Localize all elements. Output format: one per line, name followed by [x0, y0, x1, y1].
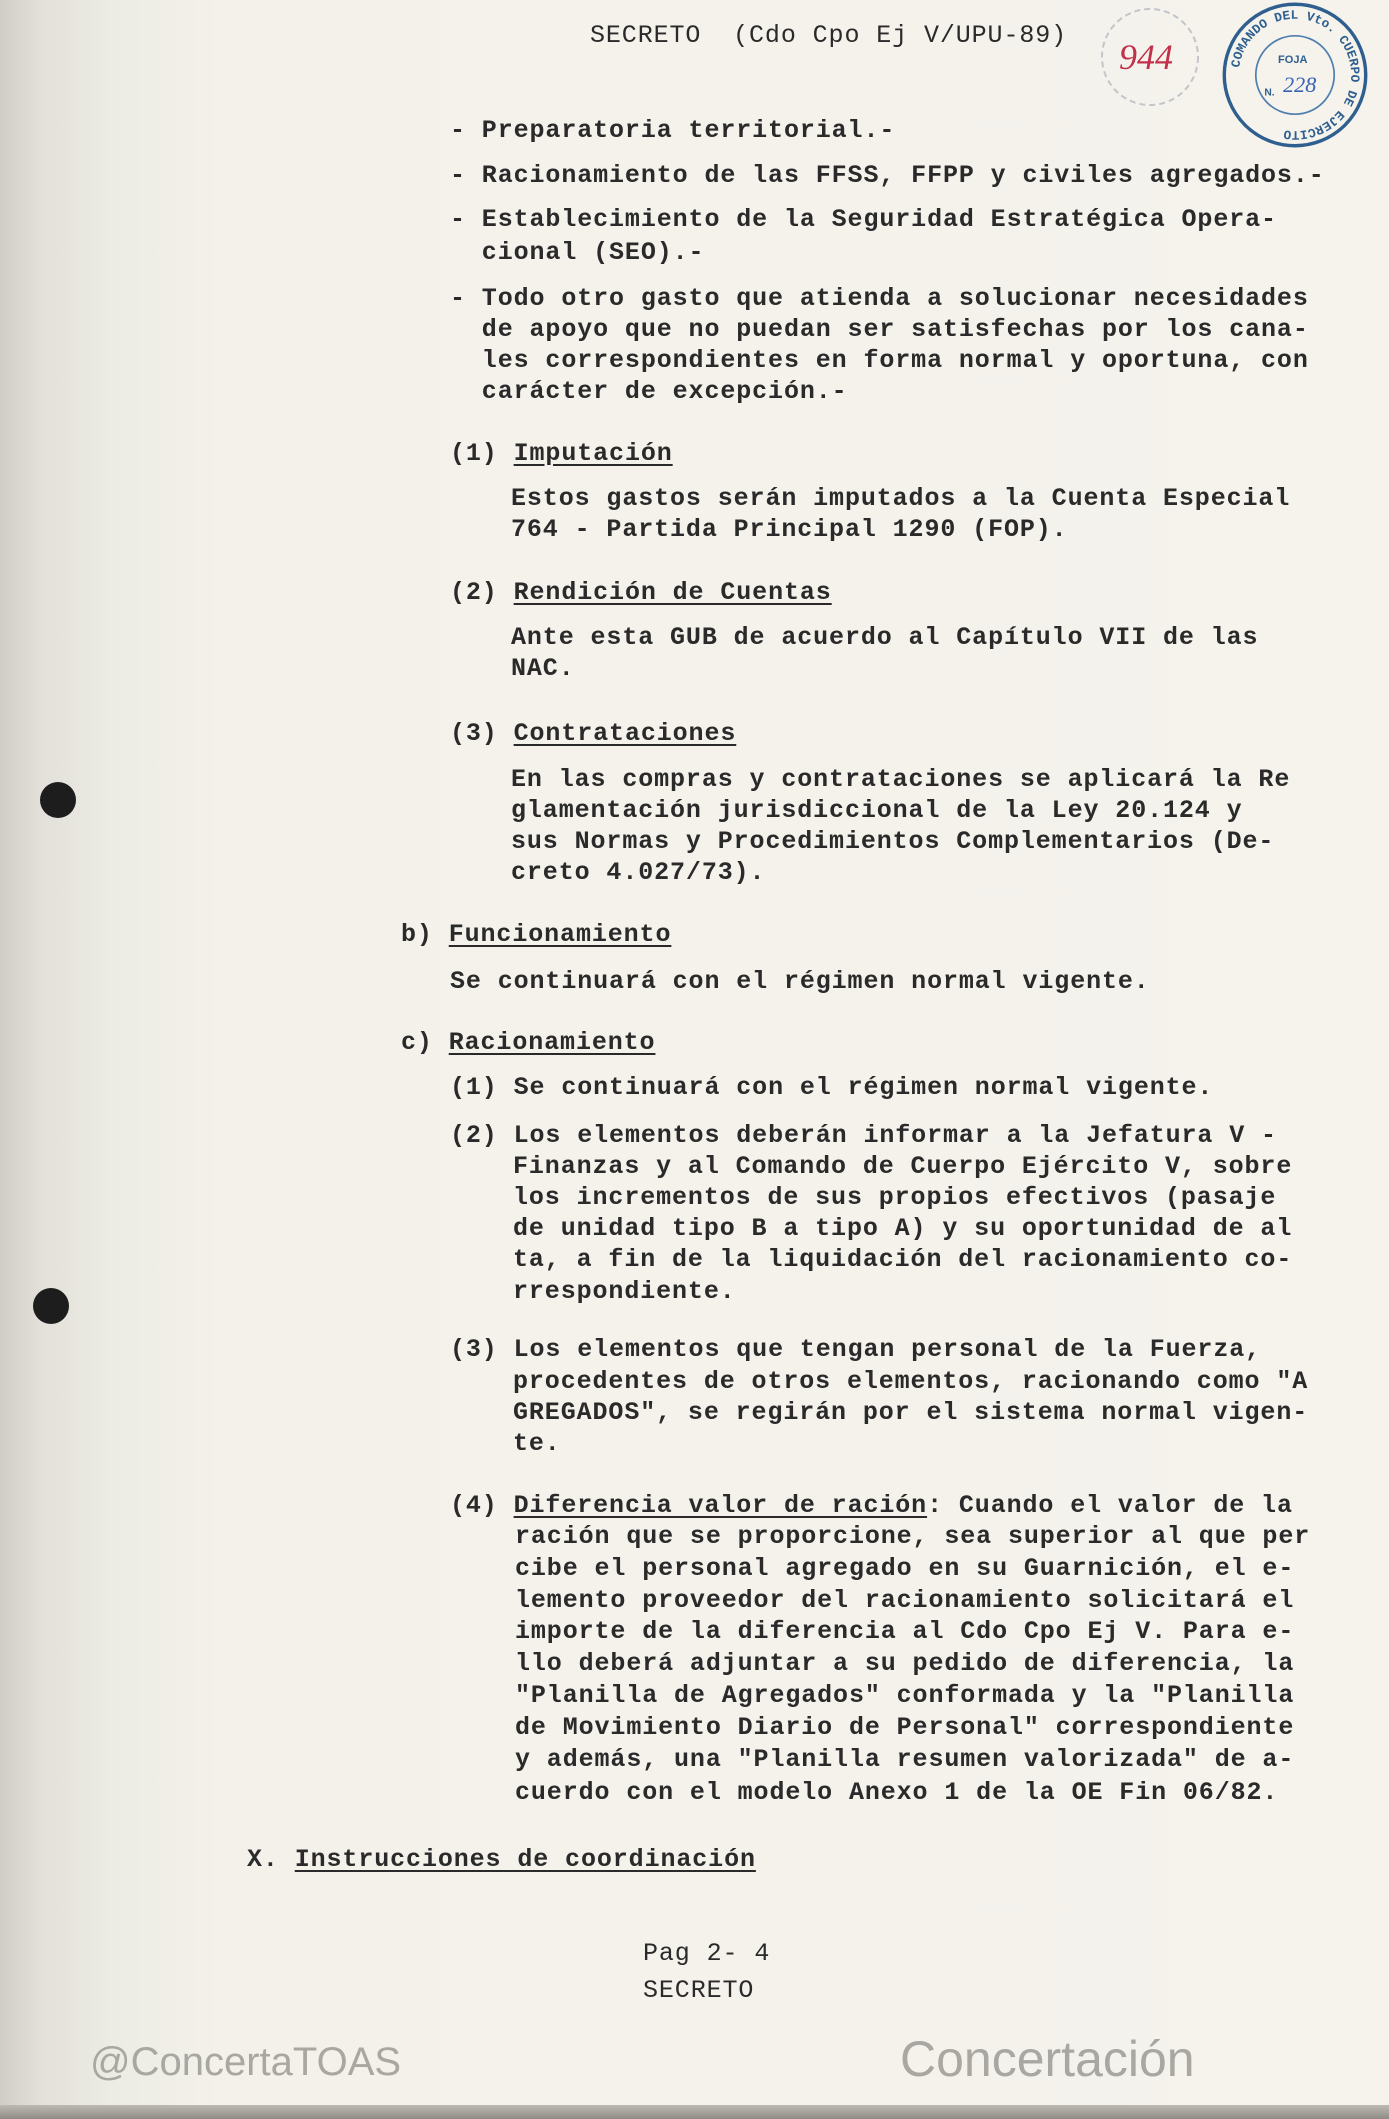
paragraph-line: Ante esta GUB de acuerdo al Capítulo VII de las	[511, 623, 1259, 652]
paragraph-line: sus Normas y Procedimientos Complementarios (De-	[511, 827, 1275, 856]
paragraph-line: procedentes de otros elementos, racionando como "A	[513, 1367, 1309, 1396]
subsection-title: Contrataciones	[513, 719, 737, 748]
paragraph-line: rrespondiente.	[513, 1277, 736, 1306]
page-edge	[0, 2105, 1389, 2119]
paragraph-line: de Movimiento Diario de Personal" correspondiente	[515, 1713, 1295, 1742]
subsection-contrataciones: (3) Contrataciones	[450, 719, 737, 748]
paragraph-line: de unidad tipo B a tipo A) y su oportunidad de al	[513, 1214, 1293, 1243]
svg-text:COMANDO DEL Vto. CUERPO DE EJE: COMANDO DEL Vto. CUERPO DE EJERCITO	[1228, 7, 1363, 143]
paragraph-line: creto 4.027/73).	[511, 858, 766, 887]
bullet-line: les correspondientes en forma normal y oportuna, con	[450, 346, 1309, 375]
page-number: Pag 2- 4	[643, 1939, 771, 1968]
paragraph-line: Estos gastos serán imputados a la Cuenta Especial	[511, 484, 1291, 513]
bullet-line: - Establecimiento de la Seguridad Estratégica Opera-	[450, 205, 1277, 234]
paragraph-line: y además, una "Planilla resumen valorizada" de a-	[515, 1745, 1295, 1774]
paragraph-line: ta, a fin de la liquidación del racionamiento co-	[513, 1245, 1293, 1274]
section-c-heading: c) Racionamiento	[401, 1028, 656, 1057]
watermark-handle: @ConcertaTOAS	[90, 2040, 402, 2084]
paragraph-line: te.	[513, 1429, 561, 1458]
red-folio-stamp	[1095, 2, 1205, 112]
paragraph-line: glamentación jurisdiccional de la Ley 20.124 y	[511, 796, 1243, 825]
red-folio-number: 944	[1119, 37, 1173, 77]
army-corps-seal	[1220, 0, 1370, 150]
list-item: (2) Los elementos deberán informar a la Jefatura V -	[450, 1121, 1277, 1150]
paragraph-line: Finanzas y al Comando de Cuerpo Ejército V, sobre	[513, 1152, 1293, 1181]
paragraph-line: llo deberá adjuntar a su pedido de diferencia, la	[515, 1649, 1295, 1678]
subsection-imputacion: (1) Imputación	[450, 439, 673, 468]
paragraph-line: importe de la diferencia al Cdo Cpo Ej V. Para e-	[515, 1617, 1295, 1646]
watermark-logo: Concertación	[900, 2031, 1195, 2087]
subsection-title: Imputación	[513, 439, 673, 468]
bullet-line: de apoyo que no puedan ser satisfechas por los cana-	[450, 315, 1309, 344]
subsection-rendicion: (2) Rendición de Cuentas	[450, 578, 832, 607]
section-b-heading: b) Funcionamiento	[401, 920, 672, 949]
paragraph-line: los incrementos de sus propios efectivos (pasaje	[513, 1183, 1277, 1212]
paragraph-line: GREGADOS", se regirán por el sistema normal vigen-	[513, 1398, 1309, 1427]
svg-text:228: 228	[1283, 72, 1317, 98]
paragraph-line: cuerdo con el modelo Anexo 1 de la OE Fin 06/82.	[515, 1778, 1279, 1807]
punch-hole	[40, 782, 76, 818]
bullet-line: - Todo otro gasto que atienda a solucionar necesidades	[450, 284, 1309, 313]
footer-classification: SECRETO	[643, 1976, 755, 2005]
paragraph-line: "Planilla de Agregados" conformada y la "Planilla	[515, 1681, 1295, 1710]
bullet-line: cional (SEO).-	[450, 238, 705, 267]
paragraph-line: En las compras y contrataciones se aplicará la Re	[511, 765, 1291, 794]
paragraph-line: lemento proveedor del racionamiento solicitará el	[515, 1586, 1295, 1615]
list-item: (1) Se continuará con el régimen normal vigente.	[450, 1073, 1214, 1102]
punch-hole	[33, 1288, 69, 1324]
paragraph-line: cibe el personal agregado en su Guarnición, el e-	[515, 1554, 1295, 1583]
paragraph-line: ración que se proporcione, sea superior al que per	[515, 1522, 1311, 1551]
bullet-line: - Preparatoria territorial.-	[450, 116, 896, 145]
paragraph-line: 764 - Partida Principal 1290 (FOP).	[511, 515, 1068, 544]
header-classification: SECRETO (Cdo Cpo Ej V/UPU-89)	[590, 21, 1068, 50]
paragraph-line: NAC.	[511, 654, 575, 683]
paragraph-line: Se continuará con el régimen normal vigente.	[450, 967, 1150, 996]
section-x-heading: X. Instrucciones de coordinación	[247, 1845, 756, 1874]
list-item: (3) Los elementos que tengan personal de la Fuerza,	[450, 1335, 1262, 1364]
svg-text:N.: N.	[1264, 87, 1275, 99]
subsection-title: Rendición de Cuentas	[513, 578, 832, 607]
bullet-line: - Racionamiento de las FFSS, FFPP y civiles agregados.-	[450, 161, 1325, 190]
bullet-line: carácter de excepción.-	[450, 377, 848, 406]
svg-text:FOJA: FOJA	[1277, 54, 1308, 67]
list-item: (4) Diferencia valor de ración: Cuando el valor de la	[450, 1491, 1293, 1520]
